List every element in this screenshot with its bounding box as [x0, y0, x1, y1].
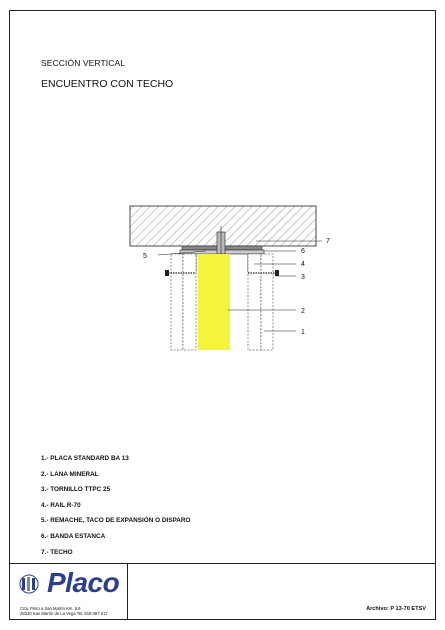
- archive-reference: Archivo: P 13-70 ETSV: [366, 606, 426, 612]
- callout-4: 4: [301, 261, 305, 268]
- title-block-divider: [127, 564, 128, 620]
- plasterboard-right-inner: [248, 254, 261, 350]
- legend-item: 3.- TORNILLO TTPC 25: [41, 486, 111, 494]
- title-block: [9, 563, 436, 620]
- callout-7: 7: [326, 238, 330, 245]
- legend-item: 7.- TECHO: [41, 548, 73, 556]
- callout-2: 2: [301, 308, 305, 315]
- placo-logo-icon: [18, 574, 40, 594]
- company-address: [20, 606, 108, 616]
- legend-item: 2.- LANA MINERAL: [41, 470, 99, 478]
- mineral-wool: [198, 254, 230, 350]
- legend-item: 5.- REMACHE, TACO DE EXPANSIÓN O DISPARO: [41, 517, 191, 525]
- callout-5: 5: [143, 253, 147, 260]
- plasterboard-left-outer: [171, 254, 183, 350]
- brand-logo-text: Placo: [47, 567, 120, 598]
- legend-item: 6.- BANDA ESTANCA: [41, 532, 106, 540]
- plasterboard-left-inner: [183, 254, 196, 350]
- callout-1: 1: [301, 329, 305, 336]
- address-line-2: 28330 San Martín de La Vega Tel. 918 087 217: [20, 611, 108, 617]
- section-subtitle: SECCIÓN VERTICAL: [41, 58, 126, 68]
- legend-list: [41, 455, 190, 564]
- callout-6: 6: [301, 248, 305, 255]
- section-title: ENCUENTRO CON TECHO: [41, 78, 174, 90]
- legend-item: 1.- PLACA STANDARD BA 13: [41, 455, 129, 462]
- callout-3: 3: [301, 274, 305, 281]
- address-line-1: Crta. Pinto a San Martín Km. 8,9: [20, 606, 81, 611]
- plasterboard-right-outer: [261, 254, 273, 350]
- legend-item: 4.- RAIL R-70: [41, 501, 81, 509]
